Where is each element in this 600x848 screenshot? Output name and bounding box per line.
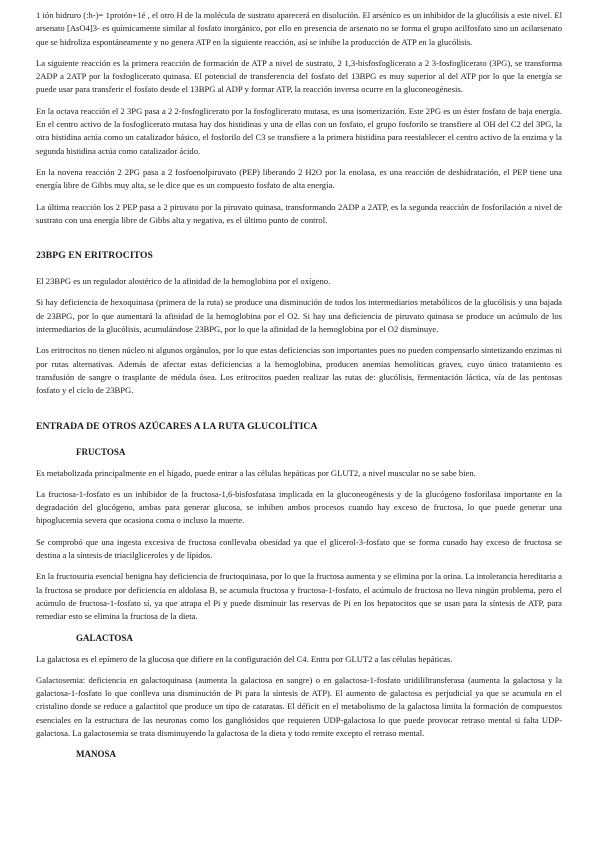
subsection-heading-manosa: MANOSA: [76, 749, 116, 760]
intro-paragraph-4: En la novena reacción 2 2PG pasa a 2 fosfoenolpiruvato (PEP) liberando 2 H2O por la enolasa, es una reacción de deshidratación, el PEP tiene una energía libre de Gibbs muy alta, se le dice que es un compuesto fosfato de alta energía.: [36, 166, 562, 191]
spacer: [36, 235, 562, 249]
intro-paragraph-5: La última reacción los 2 PEP pasa a 2 piruvato por la piruvato quinasa, transformando 2ADP a 2ATP, es la segunda reacción de fosforilación a nivel de sustrato con una energía libre de Gibbs alta y negativa, es el último punto de control.: [36, 201, 562, 225]
fructosa-paragraph-2: La fructosa-1-fosfato es un inhibidor de la fructosa-1,6-bisfosfatasa implicada en la gluconeogénesis y de la glucógeno fosforilasa importante en la degradación del glucógeno, ambas para generar glucosa, se inhiben ambos procesos cuando hay exceso de fructosa, lo que puede generar una hipoglucemia severa que ocasiona coma o incluso la muerte.: [36, 488, 562, 526]
subsection-heading-fructosa: FRUCTOSA: [76, 446, 126, 457]
spacer: [36, 406, 562, 420]
bpg-paragraph-2: Si hay deficiencia de hexoquinasa (primera de la ruta) se produce una disminución de todos los intermediarios metabólicos de la glucólisis y una bajada de 23BPG, por lo que aumentará la afinidad de la hemoglobina por el O2. Si hay una deficiencia de piruvato quinasa se produce un acúmulo de los intermediarios de la glucólisis, acumulándose 23BPG, por lo que la afinidad de la hemoglobina por el O2 disminuye.: [36, 297, 562, 335]
fructosa-paragraph-1: Es metabolizada principalmente en el hígado, puede entrar a las células hepáticas por GLUT2, a nivel muscular no se sabe bien.: [36, 467, 476, 478]
intro-paragraph-1: 1 ión hidruro (:h-)= 1protón+1é , el otro H de la molécula de sustrato aparecerá en disolución. El arsénico es un inhibidor de la glucólisis a este nivel. El arsenato [AsO4]3- es químicamente similar al fosfato inorgánico, por ello en presencia de arsenato no se forma el grupo acilfosfato sino un acilarsenato que se hidroliza espontáneamente y no genera ATP en la siguiente reacción, así se inhibe la producción de ATP en la glucólisis.: [36, 10, 562, 47]
bpg-paragraph-3: Los eritrocitos no tienen núcleo ni algunos orgánulos, por lo que estas deficiencias son importantes pues no pueden compensarlo sintetizando enzimas ni por rutas alternativas. Además de afectar estas deficiencias a la hemoglobina, producen anemias hemolíticas graves, cuyo único tratamiento es transfusión de sangre o trasplante de médula ósea. Los eritrocitos pueden realizar las rutas de: glucólisis, fermentación láctica, vía de las pentosas fosfato y el ciclo de 23BPG.: [36, 345, 562, 396]
galactosa-paragraph-2: Galactosemia: deficiencia en galactoquinasa (aumenta la galactosa en sangre) o en galactosa-1-fosfato uridililtransferasa (aumenta la galactosa y la galactosa-1-fosfato lo que conlleva una disminución de Pi para la síntesis de ATP). El aumento de galactosa es perjudicial ya que se acumula en el cristalino donde se reduce a galactitol que produce un tipo de cataratas. El déficit en el metabolismo de la galactosa limita la formación de compuestos esenciales en la estructura de las neuronas como los gangliósidos que requieren UDP-galactosa lo que puede provocar retraso mental si falta UDP-galactosa. La galactosemia se trata disminuyendo la galactosa de la dieta y todo remite excepto el retraso mental.: [36, 674, 562, 738]
subsection-heading-galactosa: GALACTOSA: [76, 632, 133, 643]
section-heading-otros-azucares: ENTRADA DE OTROS AZÚCARES A LA RUTA GLUCOLÍTICA: [36, 420, 318, 432]
intro-paragraph-2: La siguiente reacción es la primera reacción de formación de ATP a nivel de sustrato, 2 1,3-bisfosfoglicerato a 2 3-fosfoglicerato (3PG), se transforma 2ADP a 2ATP por la fosfoglicerato quinasa. El potencial de transferencia del fosfato del 13BPG es muy superior al del ATP por lo que la energía se puede usar para transferir el fosfato desde el 13BPG al ADP y formar ATP, la reacción inversa ocurre en la gluconeogénesis.: [36, 57, 562, 95]
galactosa-paragraph-1: La galactosa es el epímero de la glucosa que difiere en la configuración del C4. Entra por GLUT2 a las células hepáticas.: [36, 653, 453, 664]
section-heading-23bpg: 23BPG EN ERITROCITOS: [36, 250, 153, 262]
intro-paragraph-3: En la octava reacción el 2 3PG pasa a 2 2-fosfoglicerato por la fosfoglicerato mutasa, es una isomerización. Este 2PG es un éster fosfato de baja energía. En el centro activo de la fosfoglicerato mutasa hay dos histidinas y una de ellas con un fosfato, el grupo fosforilo se transfiere al OH del C2 del 3PG, la otra histidina actúa como un catalizador básico, el fosforilo del C3 se transfiere a la primera histidina para reestablecer el centro activo de la enzima y la segunda histidina actúa como catalizador ácido.: [36, 105, 562, 156]
fructosa-paragraph-4: En la fructosuria esencial benigna hay deficiencia de fructoquinasa, por lo que la fructosa aumenta y se elimina por la orina. La intolerancia hereditaria a la fructosa se produce por deficiencia en aldolasa B, se acumula fructosa y fructosa-1-fosfato, el acúmulo de fructosa no lleva ningún problema, pero el acúmulo de fructosa-1-fosfato sí, ya que atrapa el Pi y puede disminuir las reservas de Pi en los hepatocitos que se usan para la síntesis de ATP, para remediar esto se elimina la fructosa de la dieta.: [36, 571, 562, 622]
fructosa-paragraph-3: Se comprobó que una ingesta excesiva de fructosa conllevaba obesidad ya que el glicerol-3-fosfato que se forma cunado hay exceso de fructosa se destina a la síntesis de triacilgliceroles y de lípidos.: [36, 536, 562, 561]
bpg-paragraph-1: El 23BPG es un regulador alostérico de la afinidad de la hemoglobina por el oxígeno.: [36, 276, 331, 287]
